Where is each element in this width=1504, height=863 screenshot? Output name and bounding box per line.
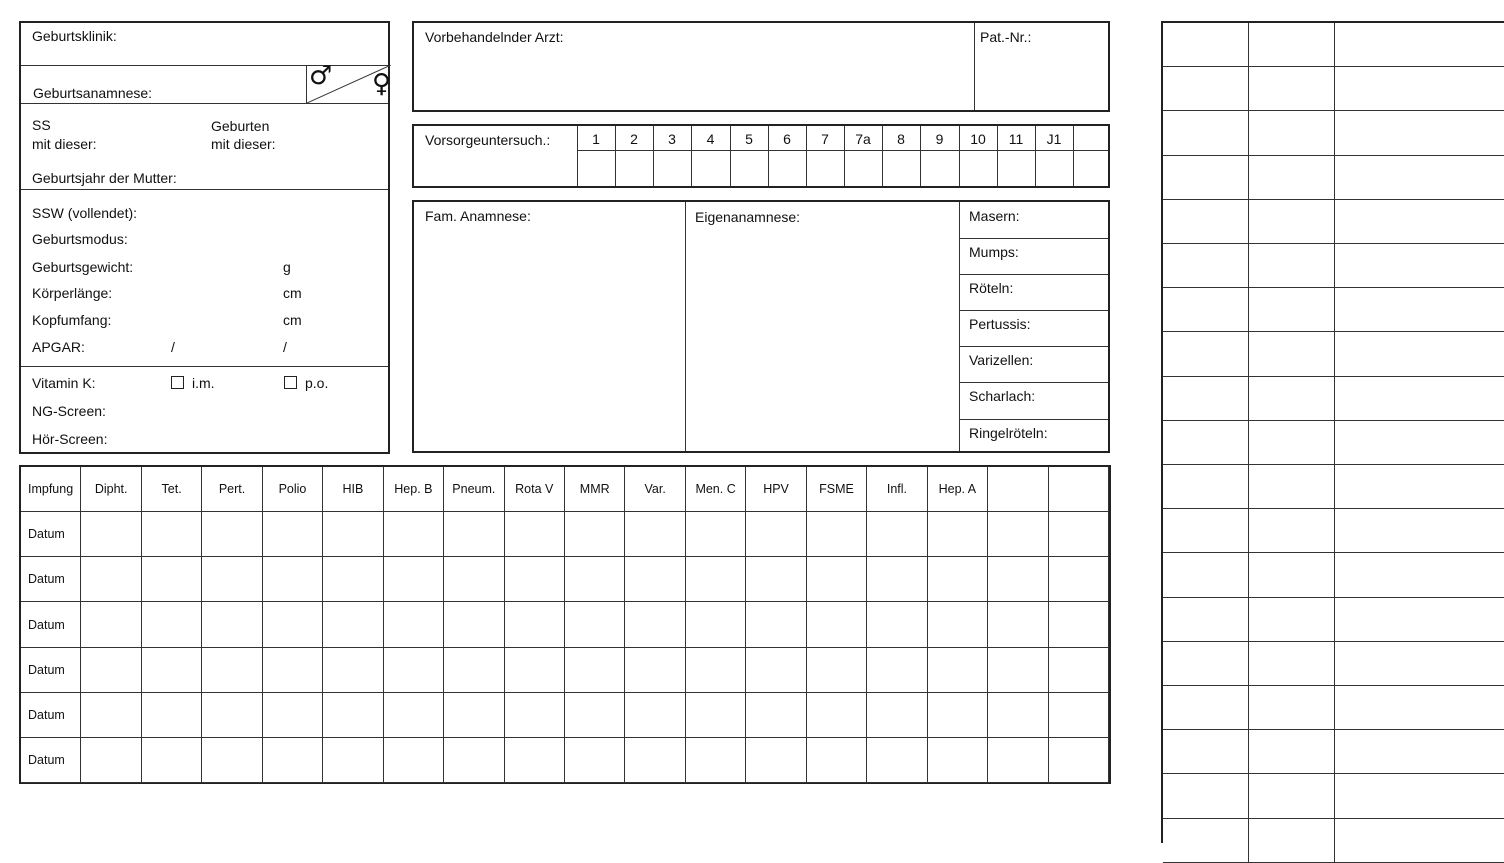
vaccination-cell[interactable]	[81, 602, 141, 648]
vaccination-cell[interactable]	[928, 648, 988, 693]
hoer-screen-label: Hör-Screen:	[32, 431, 108, 447]
weight-unit: g	[283, 259, 291, 275]
vaccination-cell[interactable]	[81, 512, 141, 557]
divider	[21, 366, 388, 367]
vaccination-cell[interactable]	[565, 557, 625, 602]
divider	[959, 202, 960, 451]
vaccination-cell[interactable]	[263, 738, 323, 783]
grid-cell[interactable]	[1163, 23, 1249, 67]
vaccination-cell[interactable]	[142, 512, 202, 557]
grid-cell[interactable]	[1335, 819, 1504, 863]
grid-cell[interactable]	[1163, 774, 1249, 818]
apgar-separator: /	[171, 339, 175, 355]
vaccination-cell[interactable]	[686, 512, 746, 557]
grid-cell[interactable]	[1249, 156, 1335, 200]
vaccination-cell[interactable]	[928, 738, 988, 783]
apgar-label: APGAR:	[32, 339, 85, 355]
vaccination-cell[interactable]	[384, 602, 444, 648]
grid-cell[interactable]	[1163, 598, 1249, 642]
vaccination-cell[interactable]	[202, 512, 262, 557]
grid-cell[interactable]	[1335, 421, 1504, 465]
disease-4[interactable]: Varizellen:	[969, 352, 1034, 368]
grid-cell[interactable]	[1335, 642, 1504, 686]
divider	[1073, 126, 1074, 186]
checkup-4[interactable]: 4	[706, 131, 715, 147]
vaccination-cell[interactable]	[625, 602, 685, 648]
vaccination-cell: Datum	[21, 557, 81, 602]
vaccination-cell[interactable]	[686, 738, 746, 783]
vaccination-cell[interactable]	[867, 693, 927, 738]
checkup-10[interactable]: 10	[970, 131, 986, 147]
vaccine-header: Impfung	[21, 467, 81, 512]
vaccination-cell[interactable]	[323, 648, 383, 693]
grid-cell[interactable]	[1335, 509, 1504, 553]
divider	[959, 238, 1108, 239]
im-label: i.m.	[192, 375, 215, 391]
grid-cell[interactable]	[1249, 111, 1335, 155]
grid-cell[interactable]	[1249, 819, 1335, 863]
family-history-label: Fam. Anamnese:	[425, 208, 531, 224]
vaccination-cell[interactable]	[81, 648, 141, 693]
vaccination-cell[interactable]	[444, 648, 504, 693]
patient-number-label: Pat.-Nr.:	[980, 29, 1032, 45]
vaccination-cell[interactable]	[988, 557, 1048, 602]
grid-cell[interactable]	[1249, 244, 1335, 288]
vaccination-cell[interactable]	[867, 512, 927, 557]
grid-cell[interactable]	[1163, 553, 1249, 597]
grid-cell[interactable]	[1163, 332, 1249, 376]
im-checkbox[interactable]	[171, 375, 215, 392]
checkup-6[interactable]: 6	[783, 131, 791, 147]
vaccination-cell[interactable]	[565, 602, 625, 648]
divider	[959, 382, 1108, 383]
grid-cell[interactable]	[1163, 244, 1249, 288]
vaccination-cell[interactable]	[807, 738, 867, 783]
vaccination-cell[interactable]	[202, 738, 262, 783]
grid-cell[interactable]	[1335, 377, 1504, 421]
vaccination-cell[interactable]	[505, 557, 565, 602]
vaccination-cell[interactable]	[807, 512, 867, 557]
checkup-8[interactable]: 8	[897, 131, 905, 147]
grid-cell[interactable]	[1249, 774, 1335, 818]
right-grid	[1161, 21, 1504, 843]
disease-0[interactable]: Masern:	[969, 208, 1020, 224]
vaccination-cell[interactable]	[263, 557, 323, 602]
ss-label: SS	[32, 117, 51, 133]
length-label: Körperlänge:	[32, 285, 113, 301]
vaccination-cell: Datum	[21, 602, 81, 648]
divider	[974, 23, 975, 110]
vaccination-cell[interactable]	[323, 693, 383, 738]
vaccination-cell[interactable]	[81, 738, 141, 783]
checkup-5[interactable]: 5	[745, 131, 753, 147]
checkup-7[interactable]: 7	[821, 131, 829, 147]
checkups-box	[412, 124, 1110, 188]
vaccination-cell[interactable]	[928, 512, 988, 557]
vaccination-cell[interactable]	[444, 738, 504, 783]
vaccination-cell[interactable]	[988, 693, 1048, 738]
grid-cell[interactable]	[1163, 288, 1249, 332]
grid-cell[interactable]	[1249, 23, 1335, 67]
vaccination-cell[interactable]	[263, 648, 323, 693]
grid-cell[interactable]	[1163, 509, 1249, 553]
grid-cell[interactable]	[1163, 465, 1249, 509]
vaccine-header: Hep. A	[928, 467, 988, 512]
vaccination-cell[interactable]	[988, 512, 1048, 557]
grid-cell[interactable]	[1163, 67, 1249, 111]
ssw-label: SSW (vollendet):	[32, 205, 138, 221]
grid-cell[interactable]	[1163, 421, 1249, 465]
vaccination-cell[interactable]	[746, 738, 806, 783]
vaccination-cell[interactable]	[928, 557, 988, 602]
vaccination-cell[interactable]	[384, 648, 444, 693]
vaccination-cell[interactable]	[505, 693, 565, 738]
grid-cell[interactable]	[1249, 288, 1335, 332]
vaccination-cell[interactable]	[202, 602, 262, 648]
vaccine-header: HPV	[746, 467, 806, 512]
vaccine-header: Polio	[263, 467, 323, 512]
vaccination-cell[interactable]	[807, 602, 867, 648]
vaccination-cell[interactable]	[746, 693, 806, 738]
vaccination-cell[interactable]	[384, 738, 444, 783]
vaccine-header: Pert.	[202, 467, 262, 512]
vaccination-cell[interactable]	[686, 602, 746, 648]
vaccination-cell[interactable]	[142, 648, 202, 693]
vaccination-cell[interactable]	[505, 648, 565, 693]
female-icon: ♀	[371, 69, 391, 99]
vaccination-cell: Datum	[21, 693, 81, 738]
vaccination-cell[interactable]	[746, 648, 806, 693]
vaccination-cell[interactable]	[625, 693, 685, 738]
vaccination-cell[interactable]	[444, 557, 504, 602]
grid-cell[interactable]	[1163, 377, 1249, 421]
vaccine-header: Men. C	[686, 467, 746, 512]
births-with-label: mit dieser:	[211, 136, 276, 152]
grid-cell[interactable]	[1249, 465, 1335, 509]
grid-cell[interactable]	[1163, 156, 1249, 200]
vaccination-cell[interactable]	[384, 557, 444, 602]
vaccine-header: FSME	[807, 467, 867, 512]
vaccine-header: Infl.	[867, 467, 927, 512]
disease-2[interactable]: Röteln:	[969, 280, 1014, 296]
vaccination-cell[interactable]	[686, 693, 746, 738]
head-label: Kopfumfang:	[32, 312, 112, 328]
grid-cell[interactable]	[1335, 598, 1504, 642]
divider	[685, 202, 686, 451]
vaccination-cell[interactable]	[686, 557, 746, 602]
grid-cell[interactable]	[1163, 642, 1249, 686]
male-icon: ♂	[309, 61, 333, 91]
vaccination-cell[interactable]	[384, 512, 444, 557]
vaccination-cell[interactable]	[323, 557, 383, 602]
length-unit: cm	[283, 285, 302, 301]
vaccine-header: Rota V	[505, 467, 565, 512]
checkups-label: Vorsorgeuntersuch.:	[425, 132, 551, 148]
vaccine-header: Pneum.	[444, 467, 504, 512]
vaccine-header: Hep. B	[384, 467, 444, 512]
vaccination-cell[interactable]	[505, 602, 565, 648]
po-checkbox[interactable]	[284, 375, 328, 392]
checkup-2[interactable]: 2	[630, 131, 638, 147]
vaccine-header	[988, 467, 1048, 512]
doctor-label: Vorbehandelnder Arzt:	[425, 29, 564, 45]
vaccination-cell[interactable]	[1049, 512, 1109, 557]
birth-history-label: Geburtsanamnese:	[33, 85, 153, 101]
vaccination-cell[interactable]	[807, 557, 867, 602]
vaccine-header: Var.	[625, 467, 685, 512]
births-label: Geburten	[211, 118, 270, 134]
vaccination-cell[interactable]	[565, 693, 625, 738]
ss-with-label: mit dieser:	[32, 136, 97, 152]
grid-cell[interactable]	[1335, 23, 1504, 67]
vaccination-cell[interactable]	[142, 693, 202, 738]
history-box	[412, 200, 1110, 453]
divider	[21, 103, 388, 104]
vaccination-cell[interactable]	[1049, 648, 1109, 693]
vaccination-cell[interactable]	[565, 648, 625, 693]
divider	[959, 419, 1108, 420]
grid-cell[interactable]	[1249, 553, 1335, 597]
vaccination-cell[interactable]	[1049, 602, 1109, 648]
vaccination-cell[interactable]	[323, 602, 383, 648]
grid-cell[interactable]	[1249, 598, 1335, 642]
vaccination-cell[interactable]	[867, 738, 927, 783]
grid-cell[interactable]	[1249, 332, 1335, 376]
grid-cell[interactable]	[1335, 774, 1504, 818]
vaccination-cell[interactable]	[867, 648, 927, 693]
vaccination-cell[interactable]	[263, 693, 323, 738]
vaccine-header: HIB	[323, 467, 383, 512]
vaccination-cell[interactable]	[444, 693, 504, 738]
vaccination-cell[interactable]	[202, 648, 262, 693]
vaccination-cell[interactable]	[625, 738, 685, 783]
vaccination-cell[interactable]	[142, 557, 202, 602]
mode-label: Geburtsmodus:	[32, 231, 128, 247]
grid-cell[interactable]	[1163, 111, 1249, 155]
grid-cell[interactable]	[1249, 686, 1335, 730]
vaccination-cell[interactable]	[323, 512, 383, 557]
vaccine-header	[1049, 467, 1109, 512]
grid-cell[interactable]	[1335, 67, 1504, 111]
vaccination-cell: Datum	[21, 738, 81, 783]
apgar-separator: /	[283, 339, 287, 355]
vaccination-cell[interactable]	[625, 512, 685, 557]
grid-cell[interactable]	[1335, 200, 1504, 244]
grid-cell[interactable]	[1335, 465, 1504, 509]
vaccination-cell[interactable]	[565, 512, 625, 557]
vaccination-cell[interactable]	[505, 512, 565, 557]
vaccination-cell[interactable]	[202, 557, 262, 602]
grid-cell[interactable]	[1335, 332, 1504, 376]
checkup-3[interactable]: 3	[668, 131, 676, 147]
grid-cell[interactable]	[1249, 377, 1335, 421]
vaccination-cell[interactable]	[746, 602, 806, 648]
divider	[959, 310, 1108, 311]
grid-cell[interactable]	[1163, 200, 1249, 244]
grid-cell[interactable]	[1249, 421, 1335, 465]
head-unit: cm	[283, 312, 302, 328]
vaccination-cell[interactable]	[142, 602, 202, 648]
grid-cell[interactable]	[1335, 156, 1504, 200]
vaccination-cell[interactable]	[1049, 557, 1109, 602]
grid-cell[interactable]	[1249, 509, 1335, 553]
vaccination-table	[19, 465, 1111, 784]
vaccination-cell[interactable]	[444, 602, 504, 648]
grid-cell[interactable]	[1249, 67, 1335, 111]
doctor-box	[412, 21, 1110, 112]
vaccination-cell[interactable]	[263, 602, 323, 648]
vaccination-cell[interactable]	[988, 648, 1048, 693]
disease-6[interactable]: Ringelröteln:	[969, 425, 1048, 441]
divider	[21, 189, 388, 190]
grid-cell[interactable]	[1249, 200, 1335, 244]
own-history-label: Eigenanamnese:	[695, 209, 801, 225]
vaccine-header: Tet.	[142, 467, 202, 512]
vaccination-cell[interactable]	[565, 738, 625, 783]
birth-info-box	[19, 21, 390, 454]
checkup-9[interactable]: 9	[935, 131, 944, 147]
vaccination-cell[interactable]	[81, 557, 141, 602]
disease-5[interactable]: Scharlach:	[969, 388, 1036, 404]
vaccination-cell[interactable]	[807, 693, 867, 738]
vaccination-cell[interactable]	[988, 738, 1048, 783]
grid-cell[interactable]	[1249, 642, 1335, 686]
vaccination-cell[interactable]	[323, 738, 383, 783]
gender-box[interactable]	[306, 61, 391, 103]
vaccination-cell: Datum	[21, 512, 81, 557]
vaccine-header: MMR	[565, 467, 625, 512]
grid-cell[interactable]	[1335, 288, 1504, 332]
vaccination-cell[interactable]	[928, 602, 988, 648]
vaccination-cell[interactable]	[928, 693, 988, 738]
grid-cell[interactable]	[1249, 730, 1335, 774]
grid-cell[interactable]	[1335, 553, 1504, 597]
vitamin-k-label: Vitamin K:	[32, 375, 96, 391]
vaccination-cell[interactable]	[988, 602, 1048, 648]
grid-cell[interactable]	[1335, 111, 1504, 155]
vaccination-cell[interactable]	[867, 602, 927, 648]
disease-1[interactable]: Mumps:	[969, 244, 1019, 260]
disease-3[interactable]: Pertussis:	[969, 316, 1031, 332]
grid-cell[interactable]	[1163, 686, 1249, 730]
clinic-label: Geburtsklinik:	[32, 28, 117, 44]
checkup-7a[interactable]: 7a	[855, 131, 871, 147]
vaccination-cell[interactable]	[202, 693, 262, 738]
vaccination-cell[interactable]	[505, 738, 565, 783]
vaccination-cell[interactable]	[625, 648, 685, 693]
vaccination-cell[interactable]	[444, 512, 504, 557]
vaccination-cell[interactable]	[81, 693, 141, 738]
checkbox-icon	[284, 376, 297, 389]
vaccination-cell[interactable]	[142, 738, 202, 783]
vaccination-cell[interactable]	[686, 648, 746, 693]
grid-cell[interactable]	[1335, 730, 1504, 774]
vaccination-cell[interactable]	[746, 512, 806, 557]
checkup-1[interactable]: 1	[592, 131, 600, 147]
vaccination-cell: Datum	[21, 648, 81, 693]
grid-cell[interactable]	[1335, 686, 1504, 730]
weight-label: Geburtsgewicht:	[32, 259, 134, 275]
vaccination-cell[interactable]	[807, 648, 867, 693]
grid-cell[interactable]	[1335, 244, 1504, 288]
checkup-11[interactable]: 11	[1008, 131, 1024, 147]
vaccination-cell[interactable]	[1049, 738, 1109, 783]
vaccination-cell[interactable]	[625, 557, 685, 602]
grid-cell[interactable]	[1163, 730, 1249, 774]
divider	[959, 274, 1108, 275]
po-label: p.o.	[305, 375, 329, 391]
divider	[959, 346, 1108, 347]
ng-screen-label: NG-Screen:	[32, 403, 106, 419]
vaccination-cell[interactable]	[746, 557, 806, 602]
vaccination-cell[interactable]	[867, 557, 927, 602]
checkbox-icon	[171, 376, 184, 389]
vaccination-cell[interactable]	[263, 512, 323, 557]
vaccine-header: Dipht.	[81, 467, 141, 512]
mother-year-label: Geburtsjahr der Mutter:	[32, 170, 177, 186]
divider	[577, 150, 1108, 151]
checkup-J1[interactable]: J1	[1046, 131, 1062, 147]
grid-cell[interactable]	[1163, 819, 1249, 863]
vaccination-cell[interactable]	[384, 693, 444, 738]
vaccination-cell[interactable]	[1049, 693, 1109, 738]
